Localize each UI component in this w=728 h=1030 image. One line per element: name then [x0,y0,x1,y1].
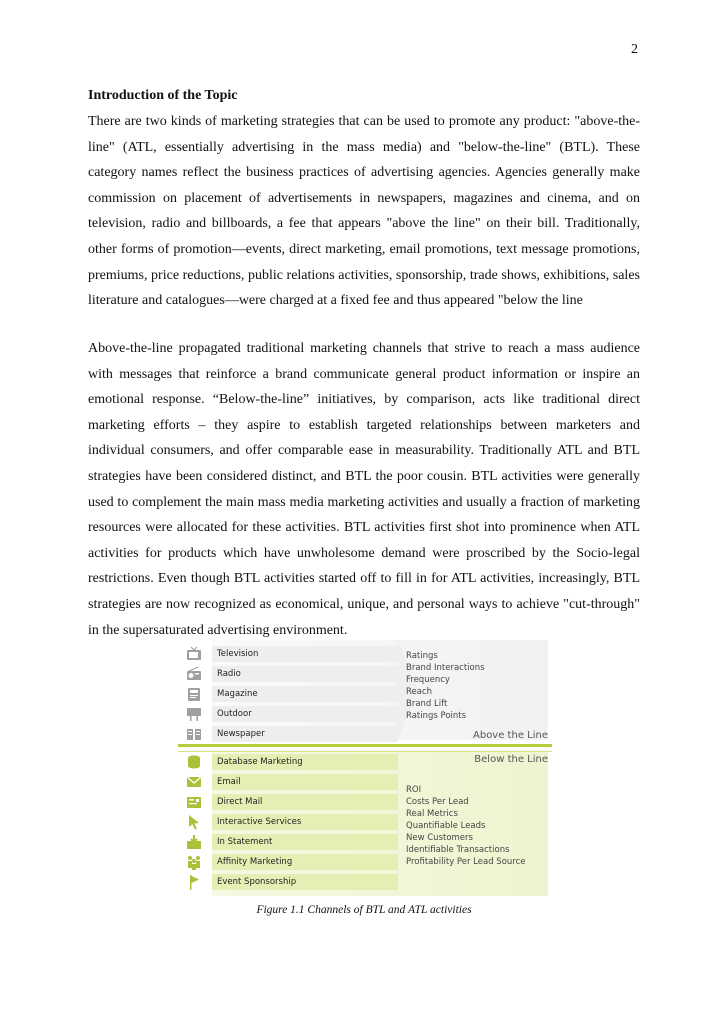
line-divider-secondary [178,751,552,752]
atl-btl-channels-figure [178,640,552,896]
atl-channel-outdoor [178,705,552,723]
atl-channel-magazine [178,685,552,703]
btl-metric: Identifiable Transactions [406,845,510,855]
direct-mail-icon [186,794,202,810]
atl-metric: Brand Interactions [406,663,485,673]
btl-metric: Quantifiable Leads [406,821,486,831]
atl-metric: Ratings Points [406,711,467,721]
atl-metrics-list [406,650,485,722]
btl-channel-label: Interactive Services [212,814,398,830]
btl-channel-label: Event Sponsorship [212,874,398,890]
billboard-icon [186,706,202,722]
page-number: 2 [631,42,638,57]
btl-metric: Profitability Per Lead Source [406,857,526,867]
atl-channel-label: Television [212,646,398,662]
btl-metric: ROI [406,785,422,795]
above-the-line-label: Above the Line [473,730,548,741]
atl-metric: Brand Lift [406,699,448,709]
btl-channel-label: Database Marketing [212,754,398,770]
television-icon [186,646,202,662]
statement-icon [186,834,202,850]
atl-channel-label: Radio [212,666,398,682]
paragraph-atl-btl-definition: There are two kinds of marketing strategies that can be used to promote any product: "above-the-line" (ATL, essentially advertising in the mass media) and "below-the-line" (BTL). These category names reflect the business practices of advertising agencies. Agencies generally make commission on placement of advertisements in newspapers, magazines and cinema, and on television, radio and billboards, a fee that appears "above the line" on their bill. Traditionally, other forms of promotion—events, direct marketing, email promotions, text message promotions, premiums, price reductions, public relations activities, sponsorship, trade shows, exhibitions, sales literature and catalogues—were charged at a fixed fee and thus appeared "below the line [88,114,640,309]
atl-metric: Frequency [406,675,450,685]
btl-channel-database-marketing [178,753,552,771]
database-icon [186,754,202,770]
people-icon [186,854,202,870]
magazine-icon [186,686,202,702]
btl-channel-label: Direct Mail [212,794,398,810]
btl-metrics-list [406,784,526,868]
btl-metric: Costs Per Lead [406,797,469,807]
btl-channel-event-sponsorship [178,873,552,891]
btl-metric: New Customers [406,833,473,843]
btl-channel-label: Email [212,774,398,790]
cursor-icon [186,814,202,830]
btl-metric: Real Metrics [406,809,458,819]
atl-channel-label: Newspaper [212,726,398,742]
section-heading: Introduction of the Topic [88,88,238,103]
radio-icon [186,666,202,682]
atl-metric: Reach [406,687,433,697]
atl-metric: Ratings [406,651,438,661]
email-icon [186,774,202,790]
line-divider [178,744,552,747]
atl-channel-label: Outdoor [212,706,398,722]
atl-channel-label: Magazine [212,686,398,702]
btl-channel-label: In Statement [212,834,398,850]
atl-channel-radio [178,665,552,683]
below-the-line-label: Below the Line [474,754,548,765]
figure-caption: Figure 1.1 Channels of BTL and ATL activities [256,904,472,916]
flag-icon [186,874,202,890]
newspaper-icon [186,726,202,742]
atl-channel-television [178,645,552,663]
btl-channel-label: Affinity Marketing [212,854,398,870]
paragraph-atl-btl-comparison: Above-the-line propagated traditional marketing channels that strive to reach a mass audience with messages that reinforce a brand communicate general product information or inspire an emotional response. “Below-the-line” initiatives, by comparison, acts like traditional direct marketing efforts – they aspire to establish targeted relationships between marketers and individual consumers, and offer comparable ease in measurability. Traditionally ATL and BTL strategies have been considered distinct, and BTL the poor cousin. BTL activities were generally used to complement the main mass media marketing activities and usually a fraction of marketing resources were allocated for these activities. BTL activities first shot into prominence when ATL activities for products which have unwholesome demand were proscribed by the Socio-legal restrictions. Even though BTL activities started off to fill in for ATL activities, increasingly, BTL strategies are now recognized as economical, unique, and personal ways to achieve "cut-through" in the supersaturated advertising environment. [88,341,640,638]
